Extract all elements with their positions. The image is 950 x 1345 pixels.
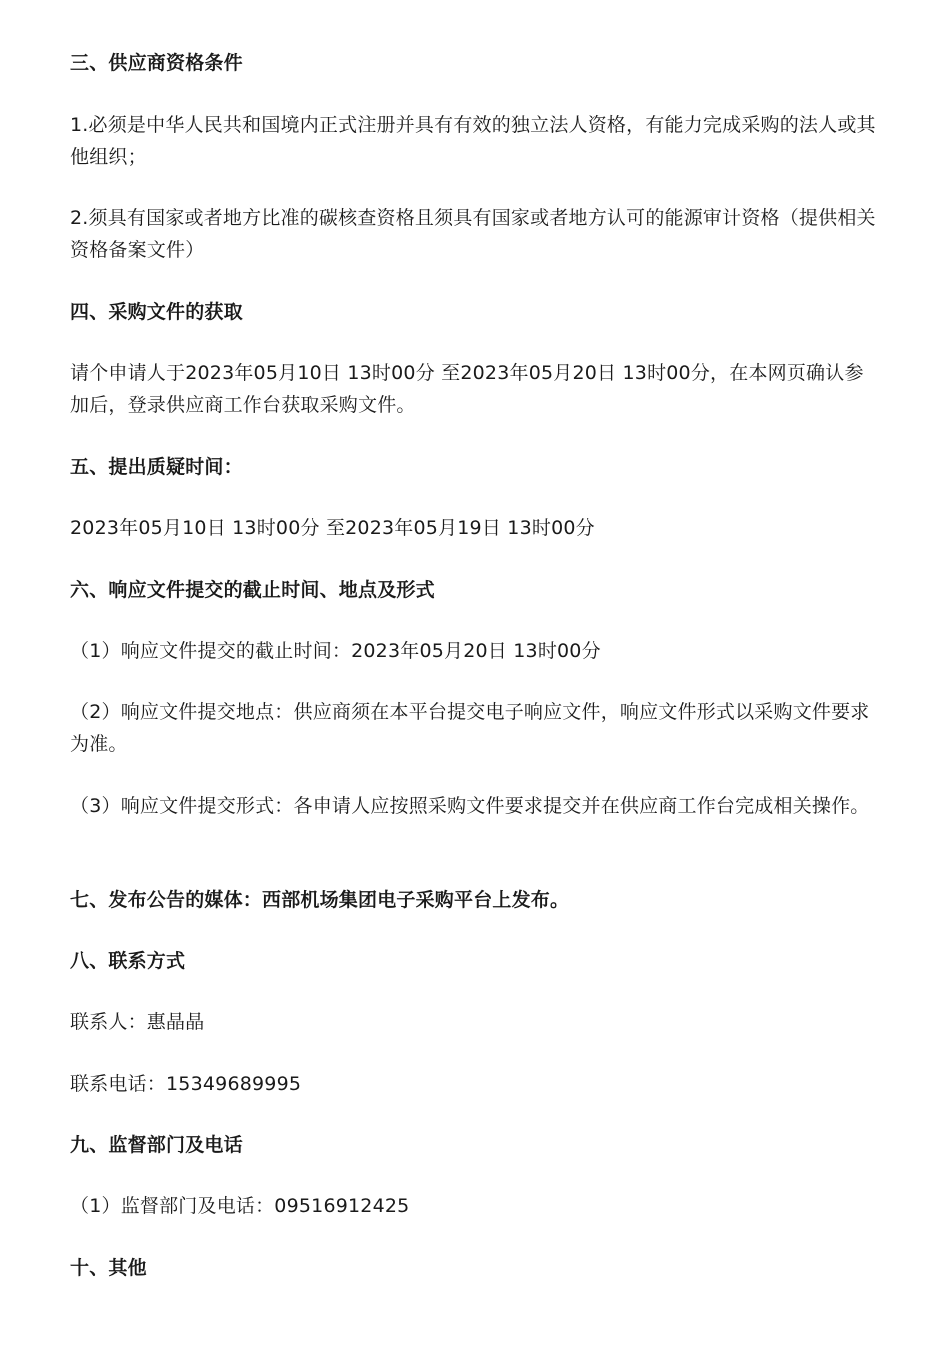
document-acquisition-text: 请个申请人于2023年05月10日 13时00分 至2023年05月20日 13时00分，在本网页确认参加后，登录供应商工作台获取采购文件。 <box>70 362 864 416</box>
section-heading-other: 十、其他 <box>70 1257 147 1279</box>
section-heading-supervision: 九、监督部门及电话 <box>70 1134 243 1156</box>
section-heading-submission: 六、响应文件提交的截止时间、地点及形式 <box>70 579 435 601</box>
submission-format-item: （3）响应文件提交形式：各申请人应按照采购文件要求提交并在供应商工作台完成相关操作。 <box>70 795 870 817</box>
section-heading-supplier-qualifications: 三、供应商资格条件 <box>70 52 243 74</box>
submission-deadline-item: （1）响应文件提交的截止时间：2023年05月20日 13时00分 <box>70 640 601 662</box>
section-heading-document-acquisition: 四、采购文件的获取 <box>70 301 243 323</box>
supervision-item-1: （1）监督部门及电话：09516912425 <box>70 1195 410 1217</box>
section-heading-publication-media: 七、发布公告的媒体：西部机场集团电子采购平台上发布。 <box>70 889 570 911</box>
submission-location-item: （2）响应文件提交地点：供应商须在本平台提交电子响应文件，响应文件形式以采购文件要求为准。 <box>70 701 870 755</box>
qualification-item-1: 1.必须是中华人民共和国境内正式注册并具有有效的独立法人资格，有能力完成采购的法人或其他组织； <box>70 114 876 168</box>
section-heading-contact: 八、联系方式 <box>70 950 186 972</box>
contact-phone: 联系电话：15349689995 <box>70 1073 302 1095</box>
query-period-text: 2023年05月10日 13时00分 至2023年05月19日 13时00分 <box>70 517 595 539</box>
section-heading-query-period: 五、提出质疑时间： <box>70 456 243 478</box>
contact-person: 联系人：惠晶晶 <box>70 1011 205 1033</box>
qualification-item-2: 2.须具有国家或者地方比准的碳核查资格且须具有国家或者地方认可的能源审计资格（提供相关资格备案文件） <box>70 207 876 261</box>
